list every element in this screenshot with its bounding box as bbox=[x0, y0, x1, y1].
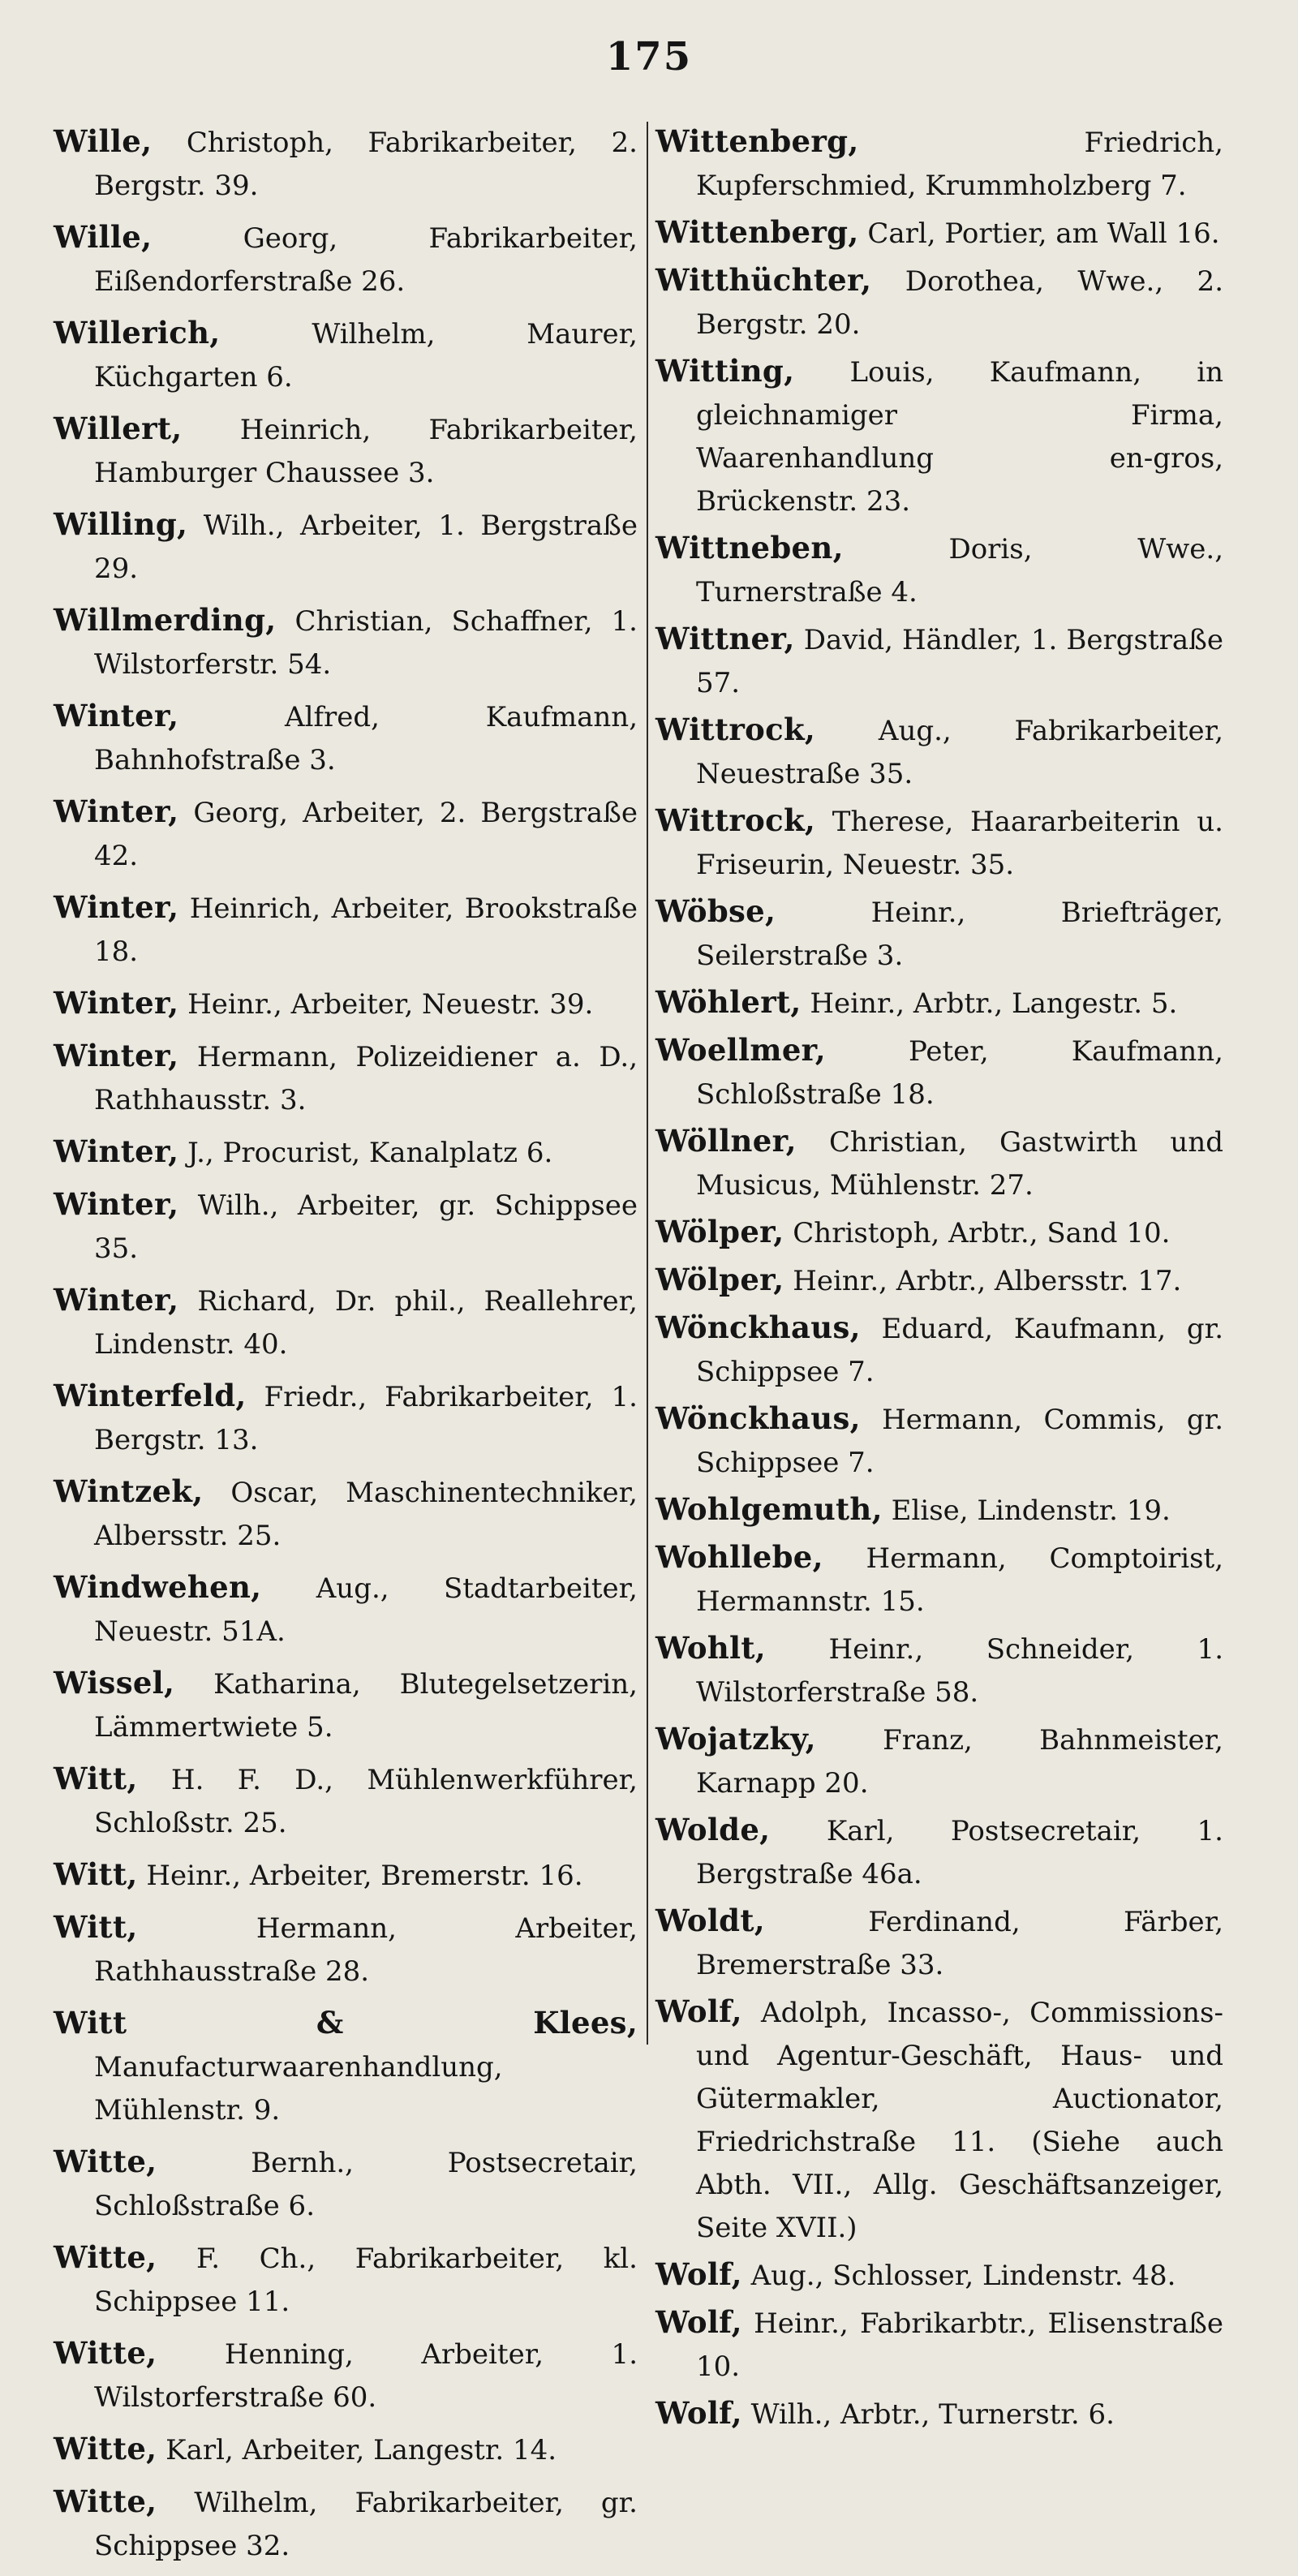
entry-name: Witte, bbox=[54, 2144, 157, 2179]
entry-name: Wöllner, bbox=[655, 1123, 797, 1159]
directory-entry bbox=[54, 2480, 638, 2568]
entry-details: Karl, Arbeiter, Langestr. 14. bbox=[157, 2434, 557, 2466]
entry-name: Wittrock, bbox=[655, 712, 816, 747]
entry-details: H. F. D., Mühlenwerkführer, Schloßstr. 25. bbox=[94, 1764, 638, 1839]
entry-name: Witthüchter, bbox=[655, 262, 872, 298]
entry-name: Woldt, bbox=[655, 1903, 765, 1938]
entry-details: Christian, Schaffner, 1. Wilstorferstr. 54. bbox=[94, 605, 638, 681]
entry-details: Louis, Kaufmann, in gleichnamiger Firma, Waarenhandlung en-gros, Brückenstr. 23. bbox=[696, 356, 1223, 518]
entry-name: Wohlgemuth, bbox=[655, 1491, 883, 1527]
entry-name: Wille, bbox=[54, 123, 153, 159]
directory-entry bbox=[655, 1258, 1223, 1303]
entry-details: Friedrich, Kupferschmied, Krummholzberg 7. bbox=[696, 127, 1223, 202]
directory-entry bbox=[655, 1488, 1223, 1533]
directory-entry bbox=[54, 216, 638, 303]
directory-entry bbox=[655, 1536, 1223, 1623]
entry-details: J., Procurist, Kanalplatz 6. bbox=[178, 1137, 553, 1169]
directory-entry bbox=[54, 312, 638, 399]
entry-details: Christian, Gastwirth und Musicus, Mühlenstr. 27. bbox=[696, 1126, 1223, 1202]
entry-details: Franz, Bahnmeister, Karnapp 20. bbox=[696, 1724, 1223, 1800]
directory-entry bbox=[655, 1397, 1223, 1485]
entry-name: Witte, bbox=[54, 2484, 157, 2519]
directory-entry bbox=[54, 1906, 638, 1993]
entry-name: Wöbse, bbox=[655, 893, 776, 929]
entry-name: Wolde, bbox=[655, 1812, 771, 1847]
entry-details: Georg, Arbeiter, 2. Bergstraße 42. bbox=[94, 797, 638, 872]
entry-details: Eduard, Kaufmann, gr. Schippsee 7. bbox=[696, 1313, 1223, 1388]
entry-name: Windwehen, bbox=[54, 1569, 262, 1605]
entry-name: Willing, bbox=[54, 506, 188, 542]
entry-name: Winter, bbox=[54, 1282, 179, 1318]
directory-entry bbox=[54, 982, 638, 1026]
entry-details: Hermann, Polizeidiener a. D., Rathhausstr. 3. bbox=[94, 1041, 638, 1116]
entry-name: Wittner, bbox=[655, 621, 795, 656]
page-number: 175 bbox=[605, 34, 693, 80]
directory-entry bbox=[655, 1306, 1223, 1394]
directory-entry bbox=[655, 981, 1223, 1026]
entry-details: Heinrich, Arbeiter, Brookstraße 18. bbox=[94, 892, 638, 968]
entry-details: Elise, Lindenstr. 19. bbox=[882, 1494, 1171, 1527]
directory-entry bbox=[54, 790, 638, 878]
entry-name: Wittneben, bbox=[655, 530, 844, 566]
entry-name: Wille, bbox=[54, 219, 153, 255]
entry-name: Woellmer, bbox=[655, 1032, 826, 1068]
entry-details: David, Händler, 1. Bergstraße 57. bbox=[696, 624, 1223, 699]
entry-name: Witte, bbox=[54, 2431, 157, 2466]
entry-name: Witte, bbox=[54, 2335, 157, 2371]
entry-name: Willerich, bbox=[54, 315, 221, 350]
entry-details: Friedr., Fabrikarbeiter, 1. Bergstr. 13. bbox=[94, 1381, 638, 1456]
entry-name: Wojatzky, bbox=[655, 1721, 816, 1757]
entry-name: Wolf, bbox=[655, 2395, 742, 2431]
entry-details: Heinr., Briefträger, Seilerstraße 3. bbox=[696, 897, 1223, 972]
entry-name: Witt & Klees, bbox=[54, 2005, 638, 2041]
entry-name: Wolf, bbox=[655, 2304, 742, 2340]
entry-name: Winter, bbox=[54, 1186, 179, 1222]
entry-name: Wönckhaus, bbox=[655, 1400, 861, 1436]
directory-entry bbox=[655, 211, 1223, 256]
entry-name: Wohllebe, bbox=[655, 1539, 823, 1575]
entry-name: Winterfeld, bbox=[54, 1378, 247, 1413]
right-column bbox=[655, 120, 1223, 2440]
directory-entry bbox=[655, 617, 1223, 705]
entry-details: Karl, Postsecretair, 1. Bergstraße 46a. bbox=[696, 1815, 1223, 1890]
entry-details: Wilhelm, Maurer, Küchgarten 6. bbox=[94, 318, 638, 393]
entry-name: Willert, bbox=[54, 411, 183, 446]
directory-entry bbox=[54, 1034, 638, 1122]
entry-name: Witt, bbox=[54, 1856, 138, 1892]
directory-entry bbox=[54, 407, 638, 495]
entry-details: Aug., Schlosser, Lindenstr. 48. bbox=[741, 2260, 1176, 2292]
entry-name: Winter, bbox=[54, 793, 179, 829]
entry-name: Wohlt, bbox=[655, 1630, 766, 1666]
directory-entry bbox=[54, 1470, 638, 1558]
directory-entry bbox=[655, 259, 1223, 346]
entry-name: Winter, bbox=[54, 1038, 179, 1073]
entry-details: F. Ch., Fabrikarbeiter, kl. Schippsee 11. bbox=[94, 2243, 638, 2318]
entry-details: Wilhelm, Fabrikarbeiter, gr. Schippsee 32. bbox=[94, 2487, 638, 2562]
entry-name: Wittenberg, bbox=[655, 123, 859, 159]
entry-details: Dorothea, Wwe., 2. Bergstr. 20. bbox=[696, 265, 1223, 341]
directory-entry bbox=[655, 1718, 1223, 1805]
directory-entry bbox=[54, 2236, 638, 2324]
directory-entry bbox=[54, 1183, 638, 1271]
entry-details: Heinrich, Fabrikarbeiter, Hamburger Chaussee 3. bbox=[94, 414, 638, 489]
entry-details: Henning, Arbeiter, 1. Wilstorferstraße 60. bbox=[94, 2338, 638, 2414]
entry-name: Wölper, bbox=[655, 1262, 784, 1297]
entry-name: Winter, bbox=[54, 698, 179, 733]
entry-name: Witt, bbox=[54, 1761, 138, 1796]
directory-entry bbox=[655, 1899, 1223, 1987]
entry-name: Wönckhaus, bbox=[655, 1310, 861, 1345]
directory-entry bbox=[54, 1374, 638, 1462]
directory-entry bbox=[54, 1853, 638, 1898]
directory-entry bbox=[54, 2140, 638, 2228]
column-divider bbox=[647, 122, 648, 2045]
entry-name: Winter, bbox=[54, 889, 179, 925]
entry-details: Adolph, Incasso-, Commissions- und Agentur-Geschäft, Haus- und Gütermakler, Auctionator, Friedrichstraße 11. (Siehe auch Abth. VII., Allg. Geschäftsanzeiger, Seite XVII.) bbox=[696, 1997, 1223, 2244]
entry-details: Christoph, Arbtr., Sand 10. bbox=[784, 1217, 1171, 1249]
directory-entry bbox=[54, 1757, 638, 1845]
entry-details: Ferdinand, Färber, Bremerstraße 33. bbox=[696, 1906, 1223, 1981]
directory-entry bbox=[54, 120, 638, 208]
directory-entry bbox=[655, 1990, 1223, 2250]
entry-name: Wöhlert, bbox=[655, 984, 802, 1020]
entry-name: Winter, bbox=[54, 985, 179, 1021]
directory-entry bbox=[655, 890, 1223, 978]
entry-details: Heinr., Arbeiter, Neuestr. 39. bbox=[178, 988, 594, 1021]
entry-name: Wolf, bbox=[655, 1993, 742, 2029]
entry-details: Manufacturwaarenhandlung, Mühlenstr. 9. bbox=[94, 2051, 503, 2127]
directory-entry bbox=[655, 1808, 1223, 1896]
directory-entry bbox=[655, 1120, 1223, 1207]
directory-entry bbox=[54, 599, 638, 686]
directory-entry bbox=[655, 350, 1223, 523]
directory-entry bbox=[54, 695, 638, 782]
entry-name: Witte, bbox=[54, 2239, 157, 2275]
directory-entry bbox=[54, 2332, 638, 2419]
entry-details: Wilh., Arbeiter, 1. Bergstraße 29. bbox=[94, 510, 638, 585]
directory-entry bbox=[54, 1279, 638, 1366]
entry-details: Hermann, Commis, gr. Schippsee 7. bbox=[696, 1404, 1223, 1479]
directory-entry bbox=[655, 1211, 1223, 1255]
entry-name: Wittenberg, bbox=[655, 214, 859, 250]
entry-details: Oscar, Maschinentechniker, Albersstr. 25. bbox=[94, 1477, 638, 1552]
entry-name: Wissel, bbox=[54, 1665, 175, 1701]
entry-name: Wölper, bbox=[655, 1214, 784, 1249]
entry-details: Heinr., Schneider, 1. Wilstorferstraße 58. bbox=[696, 1633, 1223, 1709]
directory-entry bbox=[54, 1662, 638, 1749]
directory-entry bbox=[655, 2301, 1223, 2389]
entry-name: Wittrock, bbox=[655, 802, 816, 838]
entry-details: Heinr., Fabrikarbtr., Elisenstraße 10. bbox=[696, 2307, 1223, 2383]
entry-details: Heinr., Arbtr., Albersstr. 17. bbox=[784, 1265, 1182, 1297]
directory-entry bbox=[54, 886, 638, 974]
directory-entry bbox=[54, 2002, 638, 2132]
directory-entry bbox=[655, 708, 1223, 796]
entry-details: Christoph, Fabrikarbeiter, 2. Bergstr. 39. bbox=[94, 127, 638, 202]
entry-details: Heinr., Arbeiter, Bremerstr. 16. bbox=[137, 1860, 583, 1892]
entry-details: Aug., Fabrikarbeiter, Neuestraße 35. bbox=[696, 715, 1223, 790]
entry-name: Winter, bbox=[54, 1133, 179, 1169]
directory-entry bbox=[655, 1029, 1223, 1116]
entry-name: Witt, bbox=[54, 1909, 138, 1945]
directory-entry bbox=[655, 1627, 1223, 1714]
entry-details: Georg, Fabrikarbeiter, Eißendorferstraße 26. bbox=[94, 222, 638, 298]
directory-entry bbox=[54, 1566, 638, 1654]
left-column bbox=[54, 120, 638, 2576]
entry-details: Peter, Kaufmann, Schloßstraße 18. bbox=[696, 1035, 1223, 1111]
directory-entry bbox=[54, 2428, 638, 2472]
directory-entry bbox=[655, 2253, 1223, 2298]
entry-details: Heinr., Arbtr., Langestr. 5. bbox=[801, 987, 1178, 1020]
directory-entry bbox=[655, 527, 1223, 614]
entry-details: Richard, Dr. phil., Reallehrer, Lindenstr. 40. bbox=[94, 1285, 638, 1361]
entry-name: Willmerding, bbox=[54, 602, 277, 638]
entry-name: Witting, bbox=[655, 353, 795, 389]
directory-entry bbox=[54, 503, 638, 591]
entry-details: Wilh., Arbtr., Turnerstr. 6. bbox=[741, 2398, 1115, 2431]
directory-entry bbox=[655, 799, 1223, 887]
entry-details: Katharina, Blutegelsetzerin, Lämmertwiete 5. bbox=[94, 1668, 638, 1744]
entry-details: Therese, Haararbeiterin u. Friseurin, Neuestr. 35. bbox=[696, 806, 1223, 881]
directory-entry bbox=[655, 120, 1223, 208]
entry-name: Wintzek, bbox=[54, 1473, 204, 1509]
entry-name: Wolf, bbox=[655, 2256, 742, 2292]
entry-details: Wilh., Arbeiter, gr. Schippsee 35. bbox=[94, 1189, 638, 1265]
entry-details: Doris, Wwe., Turnerstraße 4. bbox=[696, 533, 1223, 609]
entry-details: Carl, Portier, am Wall 16. bbox=[858, 217, 1220, 250]
entry-details: Aug., Stadtarbeiter, Neuestr. 51A. bbox=[94, 1572, 638, 1648]
directory-entry bbox=[655, 2392, 1223, 2436]
entry-details: Bernh., Postsecretair, Schloßstraße 6. bbox=[94, 2147, 638, 2222]
directory-entry bbox=[54, 1130, 638, 1175]
entry-details: Hermann, Arbeiter, Rathhausstraße 28. bbox=[94, 1912, 638, 1988]
entry-details: Alfred, Kaufmann, Bahnhofstraße 3. bbox=[94, 701, 638, 776]
entry-details: Hermann, Comptoirist, Hermannstr. 15. bbox=[696, 1542, 1223, 1618]
